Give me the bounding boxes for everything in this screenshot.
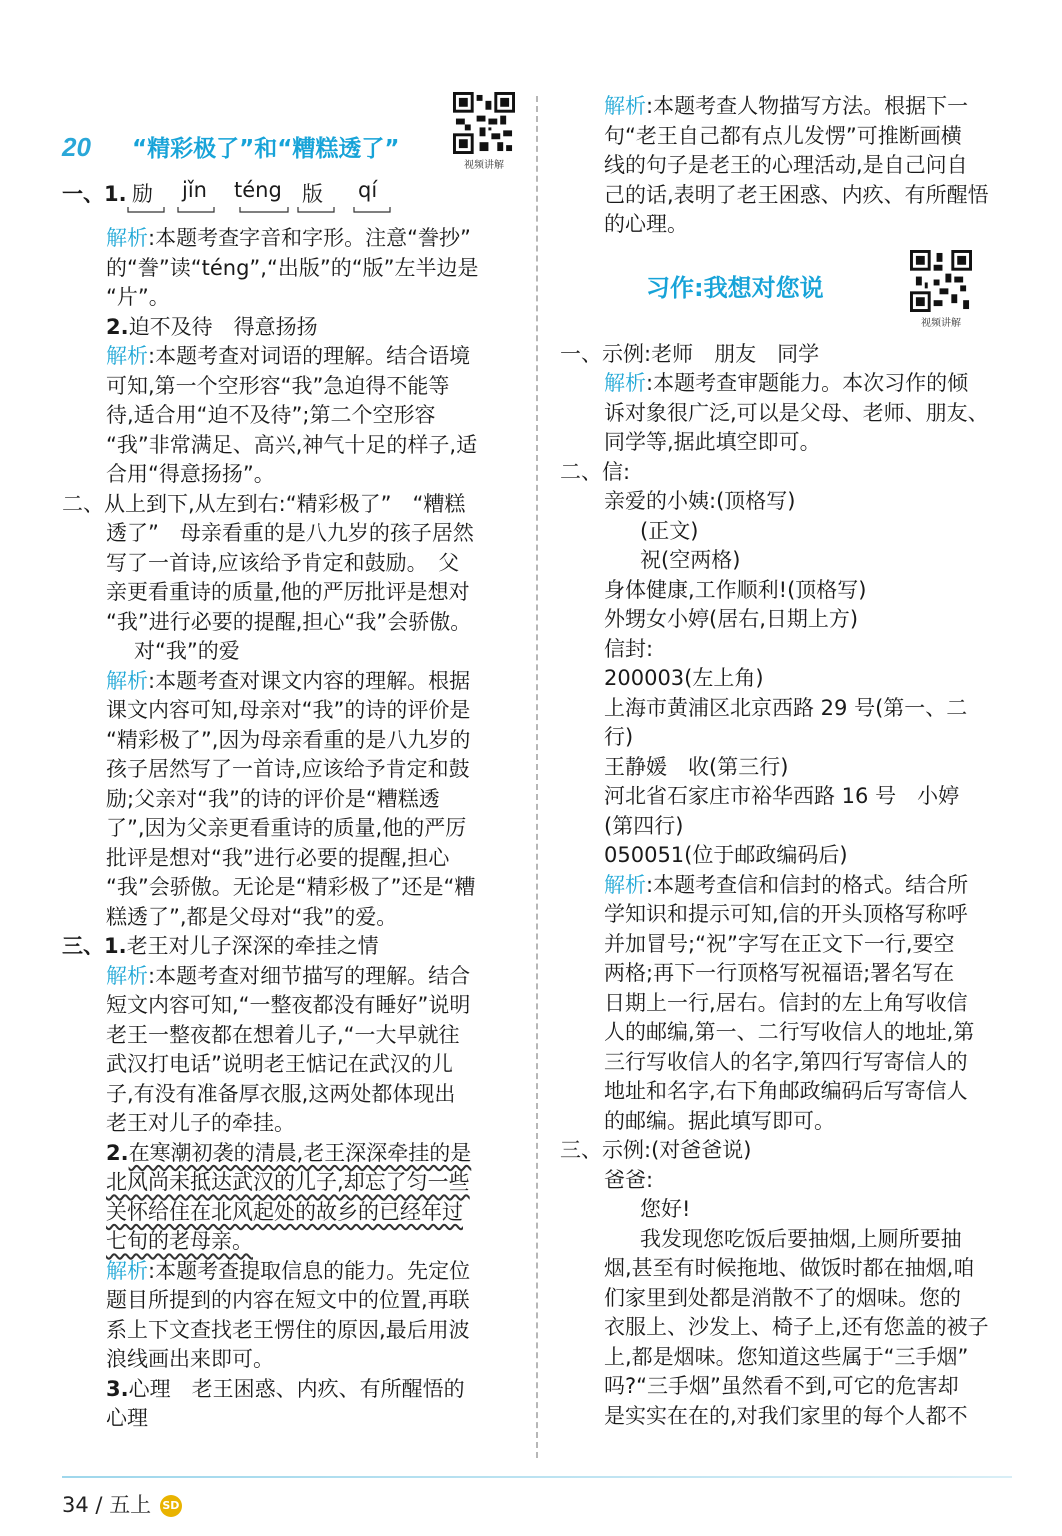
line-text: 批评是想对“我”进行必要的提醒,担心 [106,845,450,870]
q1-word-2: jǐn [182,178,207,202]
line-text: :本题考查字音和字形。注意“誊抄” [148,226,471,250]
line-text: 可知,第一个空形容“我”急迫得不能等 [106,373,450,398]
analysis-label: 解析 [604,371,646,395]
text-line [560,1225,1008,1255]
text-line [62,903,517,933]
line-text: 系上下文查找老王愣住的原因,最后用波 [106,1317,470,1342]
analysis-label: 解析 [106,668,148,693]
qr-label: 视频讲解 [921,317,961,329]
text-line [560,1372,1008,1402]
line-text: “我”会骄傲。无论是“精彩极了”还是“糟 [106,875,476,899]
text-line [62,224,517,254]
line-text: 日期上一行,居右。信封的左上角写收信 [604,990,968,1015]
text-line [560,1136,1008,1166]
text-line [560,1254,1008,1284]
text-line [62,1404,517,1434]
text-line [560,181,1008,211]
publisher-badge-icon: SD [160,1495,182,1517]
text-line [560,871,1008,901]
line-text: 们家里到处都是消散不了的烟味。您的 [604,1285,961,1310]
qr-block-2[interactable] [908,250,974,329]
text-line [560,1166,1008,1196]
text-line [62,991,517,1021]
line-text: 上海市黄浦区北京西路 29 号(第一、二 [604,695,968,720]
q1-pinyin-row [62,176,517,224]
text-line [560,210,1008,240]
section-header [560,240,1008,340]
line-text: 透了” 母亲看重的是八九岁的孩子居然 [106,521,474,545]
text-line [560,812,1008,842]
line-text: 烟,甚至有时候拖地、做饭时都在抽烟,咱 [604,1256,975,1280]
analysis-label: 解析 [106,1258,148,1283]
line-text: :本题考查信和信封的格式。结合所 [646,872,969,897]
text-line [560,930,1008,960]
line-text: 王静媛 收(第三行) [604,754,789,779]
line-text: “片”。 [106,285,170,309]
line-text: 身体健康,工作顺利!(顶格写) [604,577,867,602]
text-line [62,755,517,785]
line-text: 诉对象很广泛,可以是父母、老师、朋友、 [604,400,989,425]
tick-mark-icon [176,206,216,214]
line-text: :本题考查审题能力。本次习作的倾 [646,371,969,395]
text-line [62,578,517,608]
line-text: 外甥女小婷(居右,日期上方) [604,607,859,631]
text-line [62,844,517,874]
tick-mark-icon [296,206,336,214]
qr-code-icon[interactable] [453,92,515,154]
tick-mark-icon [126,206,166,214]
text-line [560,753,1008,783]
text-line [62,1286,517,1316]
section-title: 习作:我想对您说 [646,273,824,302]
text-line [62,313,517,343]
right-answer-lines [560,340,1008,1432]
text-line [560,1107,1008,1137]
text-line [62,490,517,520]
text-line [62,1375,517,1405]
text-line [62,1345,517,1375]
line-text: 的心理。 [604,212,688,236]
line-text: 子,有没有准备厚衣服,这两处都体现出 [106,1081,456,1106]
page-footer [62,1489,182,1519]
text-line [62,401,517,431]
page-number: 34 [62,1493,89,1517]
line-text: 待,适合用“迫不及待”;第二个空形容 [106,403,436,427]
text-line [560,122,1008,152]
footer-separator: / [95,1493,103,1517]
analysis-label: 解析 [604,872,646,897]
line-text: :本题考查提取信息的能力。先定位 [148,1258,471,1283]
line-text: 合用“得意扬扬”。 [106,462,275,486]
line-text: 的“誊”读“téng”,“出版”的“版”左半边是 [106,255,479,280]
question-number: 2. [106,1140,129,1165]
right-top-lines [560,92,1008,240]
line-text: 关怀给住在北风起处的故乡的已经年过 [106,1199,463,1224]
line-text: 老王对儿子深深的牵挂之情 [126,934,379,958]
left-answer-lines [62,224,517,1434]
lesson-number: 20 [62,132,91,162]
text-line [560,151,1008,181]
right-column [560,92,1008,1431]
line-text: 地址和名字,右下角邮政编码后写寄信人 [604,1079,968,1103]
text-line [560,576,1008,606]
line-text: 祝(空两格) [640,548,741,572]
text-line [62,431,517,461]
line-text: 句“老王自己都有点儿发愣”可推断画横 [604,123,962,148]
text-line [62,1168,517,1198]
text-line [62,1227,517,1257]
line-text: 一、示例:老师 朋友 同学 [560,341,820,366]
text-line [62,726,517,756]
line-text: 己的话,表明了老王困惑、内疚、有所醒悟 [604,182,989,207]
line-text: 七旬的老母亲。 [106,1229,253,1253]
text-line [560,1343,1008,1373]
line-text: 课文内容可知,母亲对“我”的诗的评价是 [106,698,471,722]
text-line [560,428,1008,458]
text-line [560,1284,1008,1314]
line-text: 三、示例:(对爸爸说) [560,1138,752,1162]
line-text: 孩子居然写了一首诗,应该给予肯定和鼓 [106,757,470,781]
text-line [560,664,1008,694]
question-number: 3. [106,1376,129,1401]
line-text: 人的邮编,第一、二行写收信人的地址,第 [604,1020,975,1044]
line-text: 短文内容可知,“一整夜都没有睡好”说明 [106,993,471,1017]
text-line [62,873,517,903]
line-text: 武汉打电话”说明老王惦记在武汉的儿 [106,1052,453,1076]
line-text: :本题考查对细节描写的理解。结合 [148,963,471,988]
line-text: 二、从上到下,从左到右:“精彩极了” “糟糕 [62,491,466,516]
line-text: 线的句子是老王的心理活动,是自己问自 [604,153,968,177]
left-column [62,92,517,1434]
q1-word-5: qí [358,178,378,202]
text-line [560,517,1008,547]
text-line [560,635,1008,665]
line-text: 对“我”的爱 [134,639,240,663]
text-line [560,1048,1008,1078]
text-line [560,369,1008,399]
text-line [62,1021,517,1051]
line-text: 两格;再下一行顶格写祝福语;署名写在 [604,961,955,985]
qr-label: 视频讲解 [464,160,504,171]
line-text: (第四行) [604,813,684,838]
line-text: 了”,因为父亲更看重诗的质量,他的严厉 [106,816,467,840]
question-number: 三、1. [62,934,127,958]
line-text: 050051(位于邮政编码后) [604,843,848,867]
text-line [62,1109,517,1139]
line-text: “我”非常满足、高兴,神气十足的样子,适 [106,432,478,457]
line-text: :本题考查人物描写方法。根据下一 [646,94,969,118]
line-text: (正文) [640,518,699,543]
text-line [560,340,1008,370]
text-line [560,92,1008,122]
line-text: 励;父亲对“我”的诗的评价是“糟糕透 [106,786,440,811]
tick-mark-icon [238,206,290,214]
line-text: 的邮编。据此填写即可。 [604,1108,835,1133]
analysis-label: 解析 [106,344,148,368]
qr-code-icon[interactable] [910,250,972,312]
lesson-title: “精彩极了”和“糟糕透了” [132,136,400,162]
footer-rule [62,1476,1012,1478]
line-text: 行) [604,725,634,749]
tick-mark-icon [352,206,392,214]
text-line [560,959,1008,989]
text-line [560,1018,1008,1048]
line-text: 上,都是烟味。您知道这些属于“三手烟” [604,1344,969,1369]
line-text: 信封: [604,636,654,661]
text-line [62,460,517,490]
line-text: :本题考查对词语的理解。结合语境 [148,344,471,368]
line-text: 三行写收信人的名字,第四行写寄信人的 [604,1049,968,1074]
text-line [560,605,1008,635]
q1-prefix: 一、1. [62,182,127,206]
text-line [560,841,1008,871]
line-text: 衣服上、沙发上、椅子上,还有您盖的被子 [604,1315,989,1339]
line-text: 您好! [640,1197,691,1221]
line-text: 老王一整夜都在想着儿子,“一大早就往 [106,1022,460,1047]
line-text: 吗?“三手烟”虽然看不到,可它的危害却 [604,1374,959,1398]
text-line [560,989,1008,1019]
q1-word-4: 版 [302,182,323,206]
line-text: 我发现您吃饭后要抽烟,上厕所要抽 [640,1226,962,1251]
analysis-label: 解析 [106,963,148,988]
text-line [560,1077,1008,1107]
line-text: “精彩极了”,因为母亲看重的是八九岁的 [106,727,471,752]
line-text: 写了一首诗,应该给予肯定和鼓励。 父 [106,550,460,575]
line-text: :本题考查对课文内容的理解。根据 [148,668,471,693]
q1-word-3: téng [234,178,282,202]
line-text: 亲更看重诗的质量,他的严厉批评是想对 [106,580,470,604]
line-text: 在寒潮初袭的清晨,老王深深牵挂的是 [128,1140,472,1165]
text-line [62,1050,517,1080]
text-line [62,785,517,815]
text-line [62,549,517,579]
lesson-header [62,92,517,171]
text-line [62,696,517,726]
line-text: 糕透了”,都是父母对“我”的爱。 [106,904,398,929]
text-line [560,546,1008,576]
text-line [560,487,1008,517]
column-divider [536,96,538,1458]
text-line [62,372,517,402]
text-line [560,458,1008,488]
text-line [62,254,517,284]
text-line [560,694,1008,724]
line-text: 并加冒号;“祝”字写在正文下一行,要空 [604,931,955,956]
text-line [62,1139,517,1169]
line-text: 题目所提到的内容在短文中的位置,再联 [106,1288,470,1312]
text-line [62,962,517,992]
text-line [62,1080,517,1110]
text-line [62,637,517,667]
line-text: 迫不及待 得意扬扬 [128,314,318,339]
text-line [62,283,517,313]
q1-word-1: 励 [132,182,153,206]
line-text: “我”进行必要的提醒,担心“我”会骄傲。 [106,609,472,634]
text-line [62,519,517,549]
line-text: 同学等,据此填空即可。 [604,430,821,454]
question-number: 2. [106,314,129,339]
text-line [560,1195,1008,1225]
text-line [62,342,517,372]
line-text: 北风尚未抵达武汉的儿子,却忘了匀一些 [106,1170,470,1194]
grade-label: 五上 [109,1493,152,1517]
text-line [62,814,517,844]
analysis-label: 解析 [604,94,646,118]
text-line [62,1198,517,1228]
line-text: 河北省石家庄市裕华西路 16 号 小婷 [604,784,960,808]
text-line [560,1402,1008,1432]
line-text: 二、信: [560,459,631,484]
qr-block[interactable] [451,92,517,171]
text-line [560,723,1008,753]
analysis-label: 解析 [106,226,148,250]
line-text: 浪线画出来即可。 [106,1347,274,1371]
line-text: 心理 老王困惑、内疚、有所醒悟的 [128,1376,465,1401]
text-line [62,932,517,962]
text-line [62,1257,517,1287]
line-text: 学知识和提示可知,信的开头顶格写称呼 [604,902,968,926]
text-line [560,900,1008,930]
text-line [62,608,517,638]
text-line [62,667,517,697]
text-line [62,1316,517,1346]
line-text: 亲爱的小姨:(顶格写) [604,489,796,513]
line-text: 是实实在在的,对我们家里的每个人都不 [604,1403,968,1428]
text-line [560,782,1008,812]
line-text: 爸爸: [604,1167,654,1192]
line-text: 老王对儿子的牵挂。 [106,1111,295,1135]
line-text: 心理 [106,1406,148,1430]
line-text: 200003(左上角) [604,666,764,690]
text-line [560,399,1008,429]
text-line [560,1313,1008,1343]
